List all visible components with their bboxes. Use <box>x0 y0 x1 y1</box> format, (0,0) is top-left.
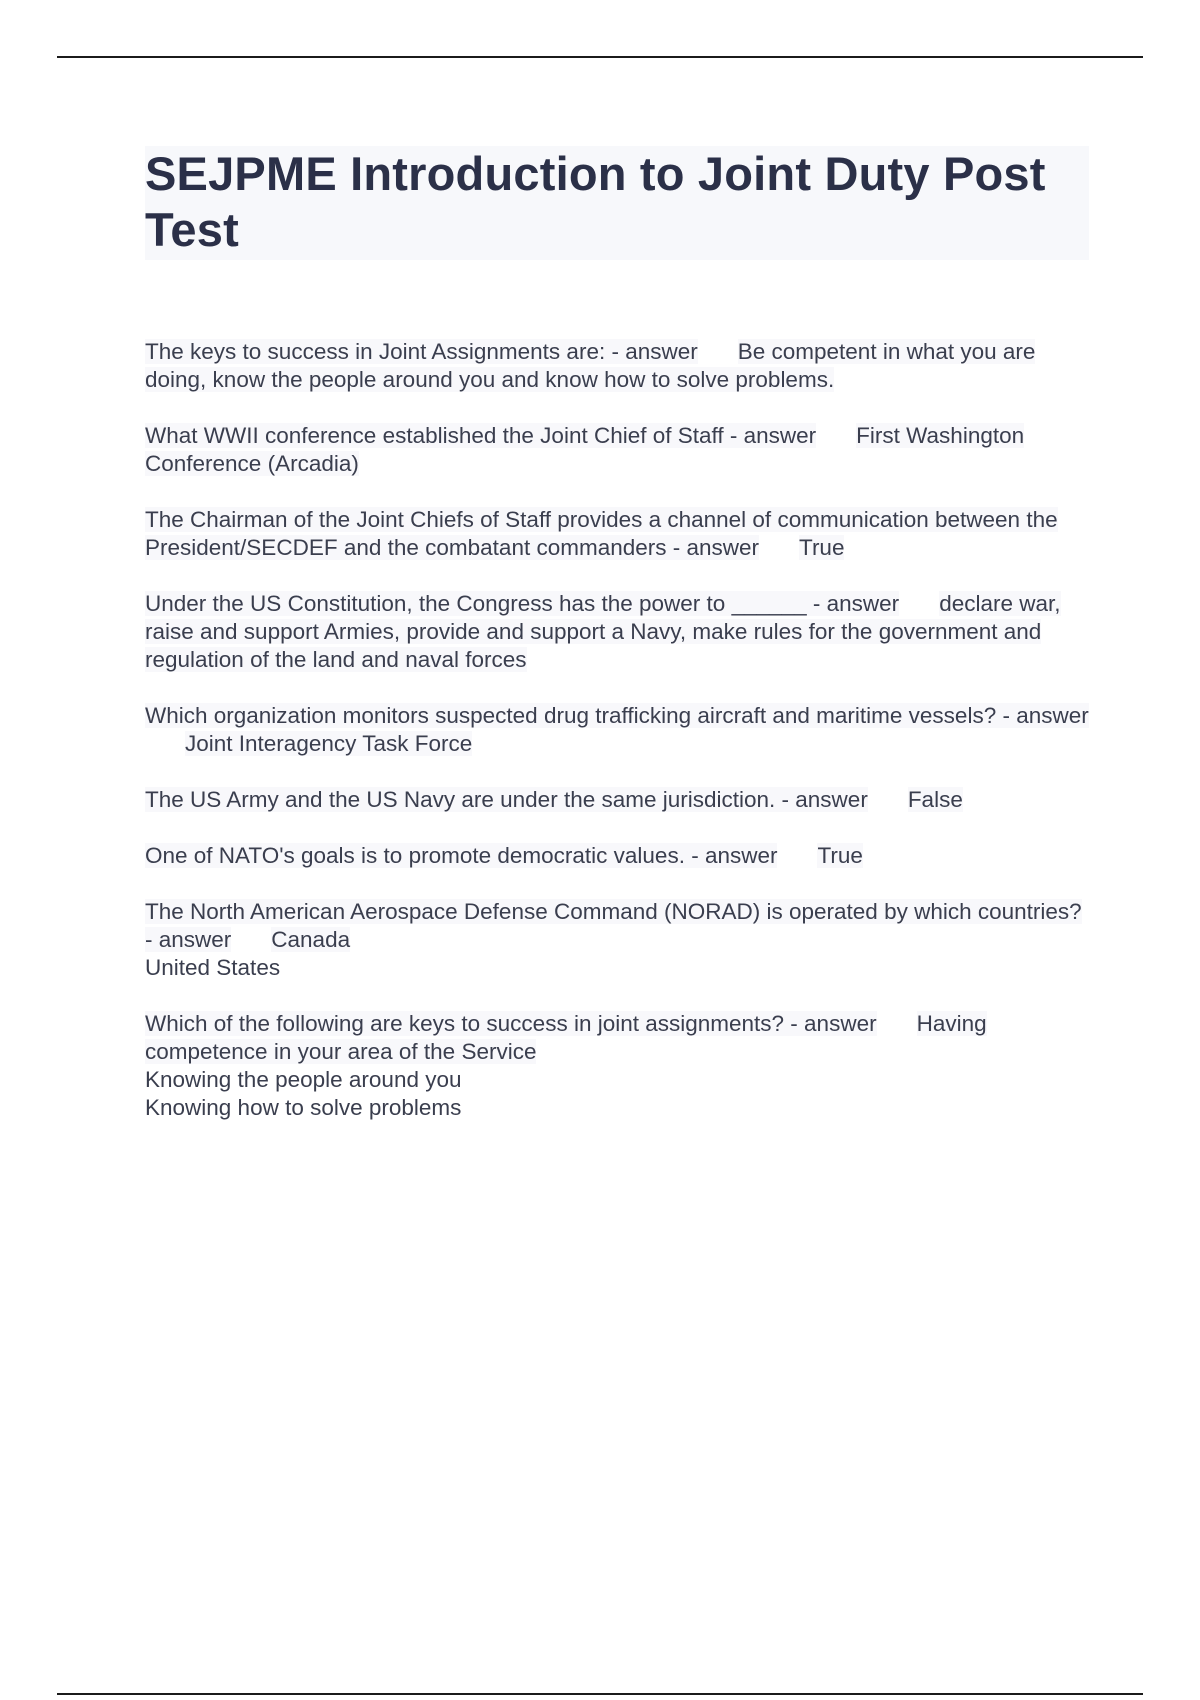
question-text: One of NATO's goals is to promote democratic values. - answer <box>145 843 778 868</box>
question-text: What WWII conference established the Joint Chief of Staff - answer <box>145 423 817 448</box>
answer-extra-line: Knowing the people around you <box>145 1067 462 1092</box>
qa-item <box>145 786 1095 814</box>
top-rule <box>57 56 1143 58</box>
answer-extra-line: United States <box>145 955 281 980</box>
answer-text: Having competence in your area of the Service <box>145 1011 987 1064</box>
qa-list <box>145 338 1095 1150</box>
question-text: The keys to success in Joint Assignments are: - answer <box>145 339 698 364</box>
question-text: Which of the following are keys to success in joint assignments? - answer <box>145 1011 877 1036</box>
qa-item <box>145 1010 1095 1122</box>
answer-text: True <box>799 535 845 560</box>
answer-text: Be competent in what you are doing, know the people around you and know how to solve problems. <box>145 339 1036 392</box>
document-title: SEJPME Introduction to Joint Duty Post Test <box>145 146 1089 260</box>
answer-text: First Washington Conference (Arcadia) <box>145 423 1025 476</box>
qa-item <box>145 506 1095 562</box>
question-text: The US Army and the US Navy are under the same jurisdiction. - answer <box>145 787 868 812</box>
question-text: Under the US Constitution, the Congress has the power to ______ - answer <box>145 591 900 616</box>
answer-text: Canada <box>271 927 351 952</box>
answer-text: Joint Interagency Task Force <box>185 731 473 756</box>
question-text: The North American Aerospace Defense Command (NORAD) is operated by which countries? - answer <box>145 899 1082 952</box>
qa-item <box>145 842 1095 870</box>
qa-item <box>145 702 1095 758</box>
qa-item <box>145 422 1095 478</box>
answer-text: False <box>907 787 963 812</box>
question-text: The Chairman of the Joint Chiefs of Staff provides a channel of communication between the President/SECDEF and the combatant commanders - answer <box>145 507 1058 560</box>
qa-item <box>145 338 1095 394</box>
answer-text: declare war, raise and support Armies, provide and support a Navy, make rules for the government and regulation of the land and naval forces <box>145 591 1061 672</box>
qa-item <box>145 590 1095 674</box>
question-text: Which organization monitors suspected drug trafficking aircraft and maritime vessels? - answer <box>145 703 1089 728</box>
answer-extra-line: Knowing how to solve problems <box>145 1095 462 1120</box>
answer-text: True <box>817 843 863 868</box>
qa-item <box>145 898 1095 982</box>
bottom-rule <box>57 1693 1143 1695</box>
